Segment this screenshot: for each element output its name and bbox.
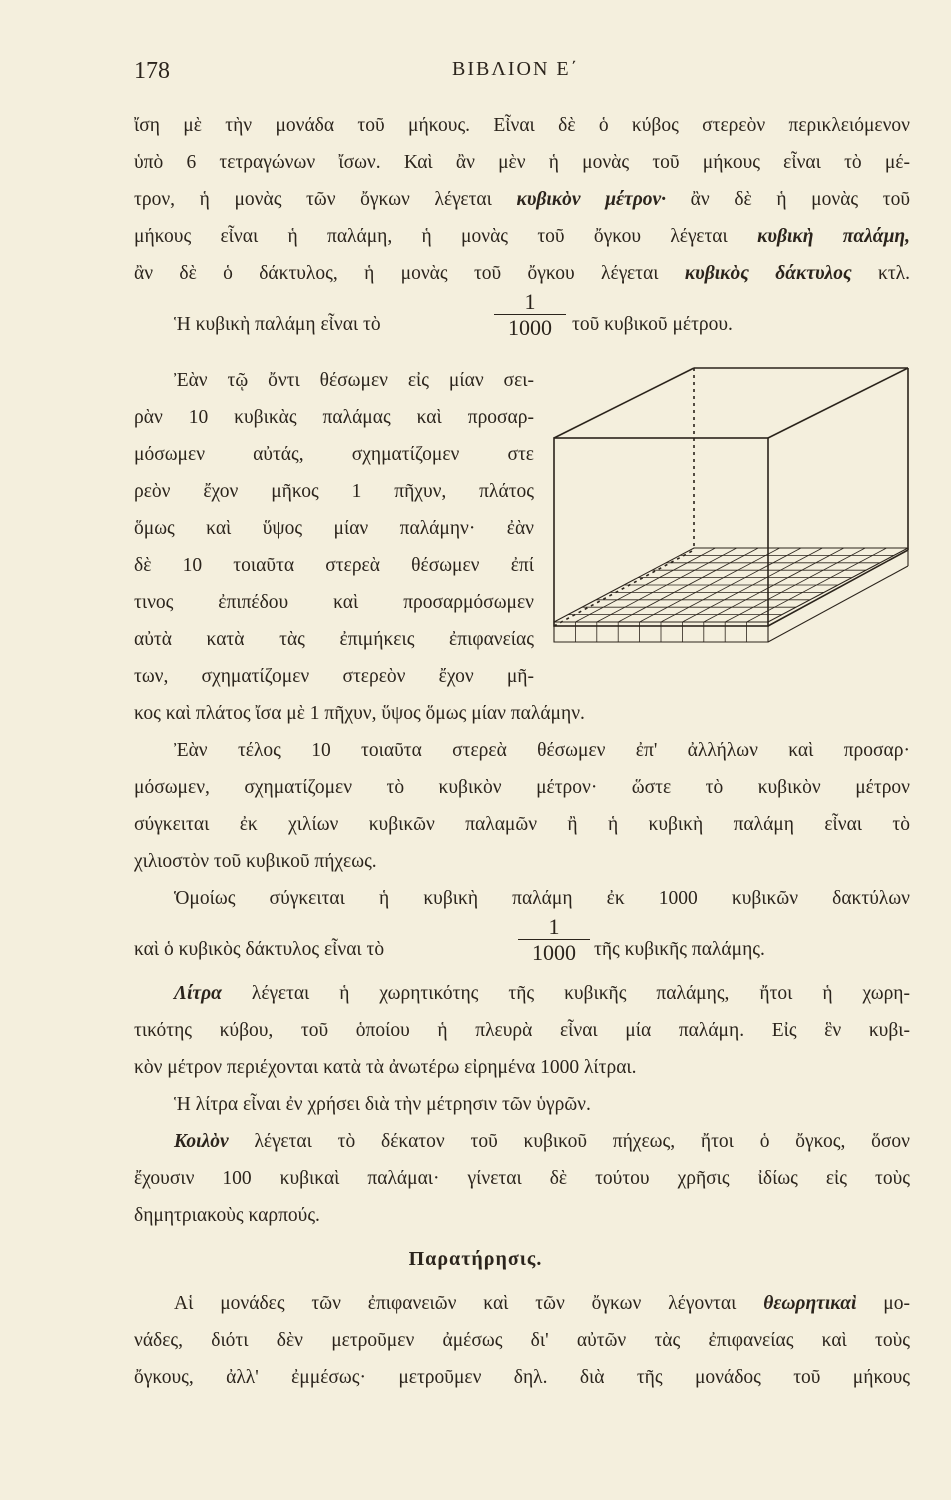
text-line: ἴση μὲ τὴν μονάδα τοῦ μήκους. Εἶναι δὲ ὁ κύβος στερεὸν περικλειόμενον [134,115,910,136]
text-line: χιλιοστὸν τοῦ κυβικοῦ πήχεως. [134,851,377,872]
text-line: των, σχηματίζομεν στερεὸν ἔχον μῆ- [134,666,534,687]
term-cubic-finger: κυβικὸς δάκτυλος [684,263,852,284]
text-line: ἔχουσιν 100 κυβικαὶ παλάμαι· γίνεται δὲ τούτου χρῆσις ἰδίως εἰς τοὺς [134,1168,910,1189]
section-heading: Παρατήρησις. [408,1248,543,1270]
text-line: μόσωμεν αὐτάς, σχηματίζομεν στε [134,444,534,465]
eq1-after: τοῦ κυβικοῦ μέτρου. [572,314,733,335]
text-line: μόσωμεν, σχηματίζομεν τὸ κυβικὸν μέτρον· ὥστε τὸ κυβικὸν μέτρον [134,777,910,798]
fraction-2: 1 1000 [518,915,590,966]
eq1-before: Ἡ κυβικὴ παλάμη εἶναι τὸ [174,314,381,335]
text-line: αὐτὰ κατὰ τὰς ἐπιμήκεις ἐπιφανείας [134,629,534,650]
term-litra: Λίτρα [174,983,222,1004]
text-line: τινος ἐπιπέδου καὶ προσαρμόσωμεν [134,592,534,613]
text-line: Λίτρα λέγεται ἡ χωρητικότης τῆς κυβικῆς παλάμης, ἤτοι ἡ χωρη- [174,983,911,1004]
text-line: ρεὸν ἔχον μῆκος 1 πῆχυν, πλάτος [134,481,534,502]
text-line: μήκους εἶναι ἡ παλάμη, ἡ μονὰς τοῦ ὄγκου λέγεται κυβικὴ παλάμη, [134,226,910,247]
text-line: νάδες, διότι δὲν μετροῦμεν ἀμέσως δι' αὐτῶν τὰς ἐπιφανείας καὶ τοὺς [134,1330,910,1351]
text-line: κος καὶ πλάτος ἴσα μὲ 1 πῆχυν, ὕψος ὅμως μίαν παλάμην. [134,703,585,724]
term-theoretical: θεωρητικαὶ [763,1293,857,1314]
text-line: Ἐὰν τῷ ὄντι θέσωμεν εἰς μίαν σει- [174,370,534,391]
text-line: ἂν δὲ ὁ δάκτυλος, ἡ μονὰς τοῦ ὄγκου λέγεται κυβικὸς δάκτυλος κτλ. [134,263,911,284]
term-cubic-palm: κυβικὴ παλάμη, [757,226,910,247]
text-line: σύγκειται ἐκ χιλίων κυβικῶν παλαμῶν ἢ ἡ κυβικὴ παλάμη εἶναι τὸ [134,814,910,835]
text-line: ὄγκους, ἀλλ' ἐμμέσως· μετροῦμεν δηλ. διὰ τῆς μονάδος τοῦ μήκους [134,1367,910,1388]
text-line: ὑπὸ 6 τετραγώνων ἴσων. Καὶ ἂν μὲν ἡ μονὰς τοῦ μήκους εἶναι τὸ μέ- [134,152,910,173]
text-line: ὅμως καὶ ὕψος μίαν παλάμην· ἐὰν [134,518,534,539]
text-line: Ὁμοίως σύγκειται ἡ κυβικὴ παλάμη ἐκ 1000 κυβικῶν δακτύλων [174,888,910,909]
text-line: Ἐὰν τέλος 10 τοιαῦτα στερεὰ θέσωμεν ἐπ' ἀλλήλων καὶ προσαρ· [174,740,910,761]
page-number: 178 [134,58,170,84]
term-koilon: Κοιλὸν [174,1131,229,1152]
eq2-after: τῆς κυβικῆς παλάμης. [594,939,765,960]
text-line: δημητριακοὺς καρπούς. [134,1205,320,1226]
eq2-before: καὶ ὁ κυβικὸς δάκτυλος εἶναι τὸ [134,939,385,960]
term-cubic-metre: κυβικὸν μέτρον· [516,189,667,210]
text-line: δὲ 10 τοιαῦτα στερεὰ θέσωμεν ἐπί [134,555,534,576]
text-line: Κοιλὸν λέγεται τὸ δέκατον τοῦ κυβικοῦ πήχεως, ἤτοι ὁ ὄγκος, ὅσον [174,1131,910,1152]
running-head: ΒΙΒΛΙΟΝ Ε΄ [452,58,580,80]
text-line: κὸν μέτρον περιέχονται κατὰ τὰ ἀνωτέρω εἰρημένα 1000 λίτραι. [134,1057,637,1078]
text-line: Ἡ λίτρα εἶναι ἐν χρήσει διὰ τὴν μέτρησιν τῶν ὑγρῶν. [174,1094,591,1115]
fraction-1: 1 1000 [494,290,566,341]
text-line: ρὰν 10 κυβικὰς παλάμας καὶ προσαρ- [134,407,534,428]
cube-figure [548,360,913,660]
text-line: τρον, ἡ μονὰς τῶν ὄγκων λέγεται κυβικὸν μέτρον· ἂν δὲ ἡ μονὰς τοῦ [134,189,911,210]
text-line: τικότης κύβου, τοῦ ὁποίου ἡ πλευρὰ εἶναι μία παλάμη. Εἰς ἓν κυβι- [134,1020,910,1041]
text-line: Αἱ μονάδες τῶν ἐπιφανειῶν καὶ τῶν ὄγκων λέγονται θεωρητικαὶ μο- [174,1293,910,1314]
